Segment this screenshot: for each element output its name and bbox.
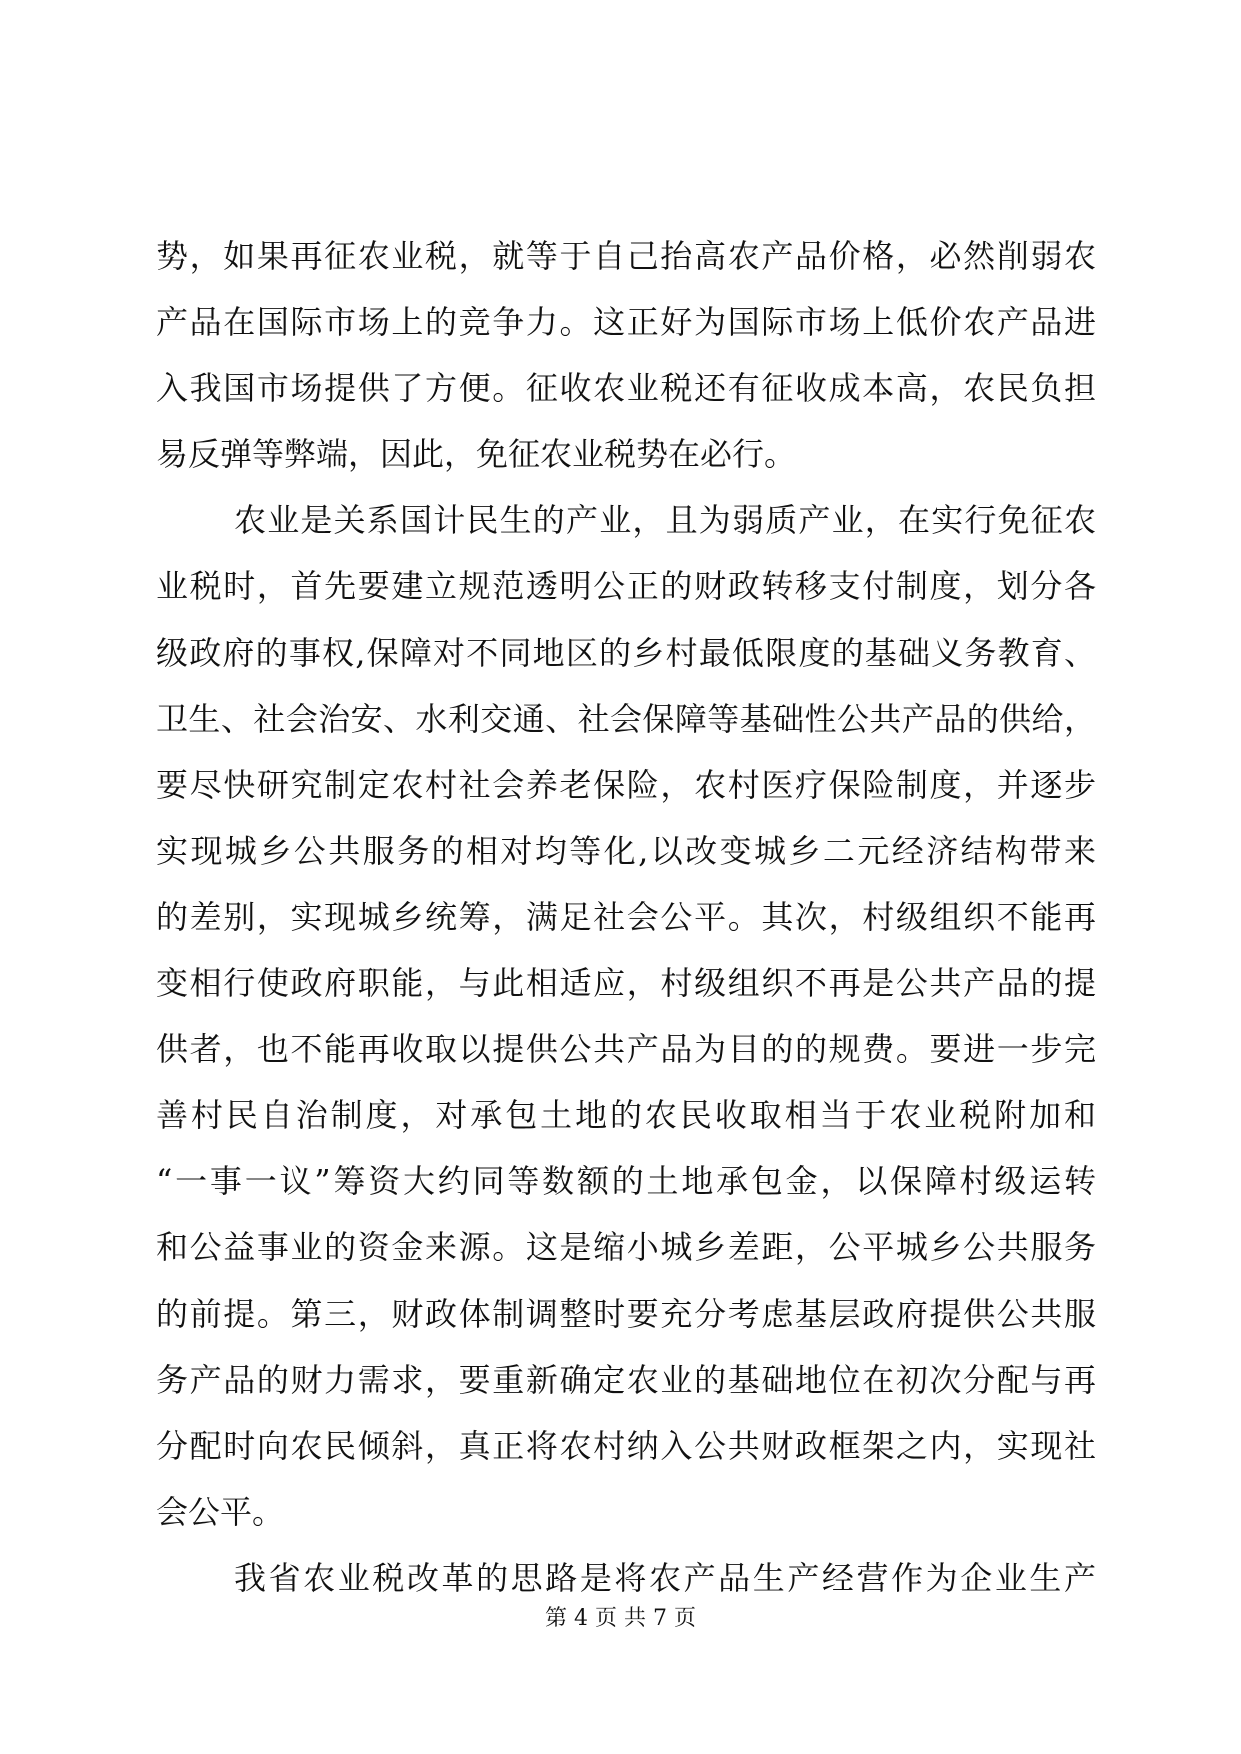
text-line: 业税时，首先要建立规范透明公正的财政转移支付制度，划分各 <box>156 567 1096 606</box>
text-line: 农业是关系国计民生的产业，且为弱质产业，在实行免征农 <box>234 501 1096 540</box>
text-line: 善村民自治制度，对承包土地的农民收取相当于农业税附加和 <box>156 1096 1096 1135</box>
text-line: 入我国市场提供了方便。征收农业税还有征收成本高，农民负担 <box>156 369 1096 408</box>
text-line: 的前提。第三，财政体制调整时要充分考虑基层政府提供公共服 <box>156 1294 1096 1333</box>
text-line: 级政府的事权,保障对不同地区的乡村最低限度的基础义务教育、 <box>156 633 1096 672</box>
text-line: “一事一议”筹资大约同等数额的土地承包金，以保障村级运转 <box>156 1162 1096 1201</box>
text-line: 我省农业税改革的思路是将农产品生产经营作为企业生产 <box>234 1558 1096 1597</box>
text-line: 的差别，实现城乡统筹，满足社会公平。其次，村级组织不能再 <box>156 897 1096 936</box>
text-line: 卫生、社会治安、水利交通、社会保障等基础性公共产品的供给， <box>156 699 1096 738</box>
text-line: 会公平。 <box>156 1492 285 1531</box>
text-line: 和公益事业的资金来源。这是缩小城乡差距，公平城乡公共服务 <box>156 1228 1096 1267</box>
text-line: 务产品的财力需求，要重新确定农业的基础地位在初次分配与再 <box>156 1360 1096 1399</box>
text-line: 变相行使政府职能，与此相适应，村级组织不再是公共产品的提 <box>156 964 1096 1003</box>
body-text <box>156 223 1096 1611</box>
text-line: 供者，也不能再收取以提供公共产品为目的的规费。要进一步完 <box>156 1030 1096 1069</box>
text-line: 易反弹等弊端，因此，免征农业税势在必行。 <box>156 435 797 474</box>
text-line: 产品在国际市场上的竞争力。这正好为国际市场上低价农产品进 <box>156 303 1096 342</box>
text-line: 分配时向农民倾斜，真正将农村纳入公共财政框架之内，实现社 <box>156 1426 1096 1465</box>
page-footer: 第 4 页 共 7 页 <box>545 1606 696 1631</box>
text-line: 实现城乡公共服务的相对均等化,以改变城乡二元经济结构带来 <box>156 831 1096 870</box>
text-line: 势，如果再征农业税，就等于自己抬高农产品价格，必然削弱农 <box>156 237 1096 275</box>
text-line: 要尽快研究制定农村社会养老保险，农村医疗保险制度，并逐步 <box>156 765 1096 804</box>
